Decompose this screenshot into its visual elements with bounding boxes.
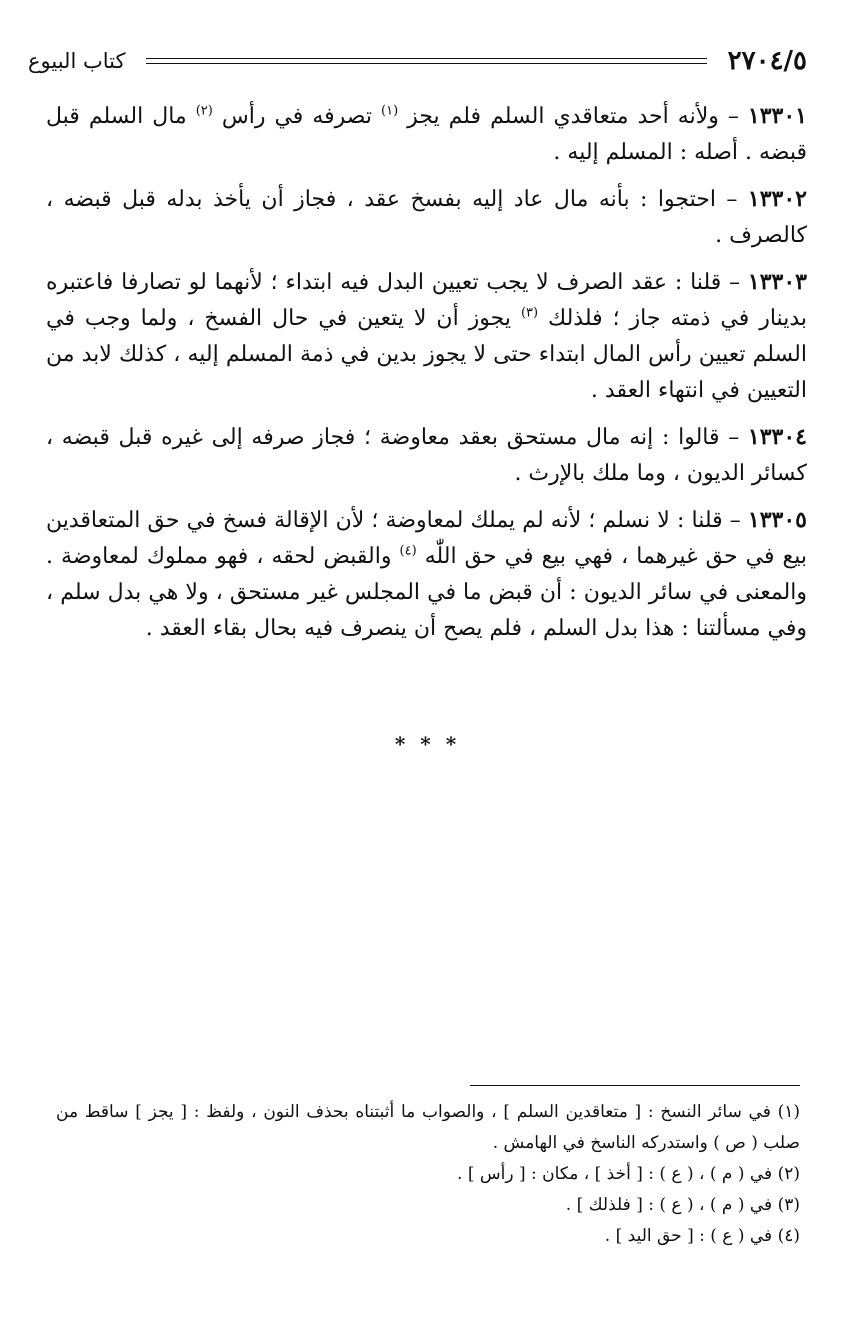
header-double-rule — [146, 58, 707, 64]
paragraph-text: – احتجوا : بأنه مال عاد إليه بفسخ عقد ، فجاز أن يأخذ بدله قبل قبضه ، كالصرف . — [46, 187, 807, 248]
footnote-marker: (٤) — [399, 543, 417, 559]
paragraph-text: يجوز أن لا يتعين في حال الفسخ ، ولما وجب في السلم تعيين رأس المال ابتداء حتى لا يجوز بدين في ذمة المسلم إليه ، كذلك لابد من التعيين في انتهاء العقد . — [46, 306, 807, 403]
footnote-marker: (٣) — [520, 305, 539, 321]
paragraph-number: ١٣٣٠٥ — [747, 507, 807, 533]
paragraph-text: – قلنا : عقد الصرف لا يجب تعيين البدل فيه ابتداء ؛ لأنهما لو تصارفا فاعتبره بدينار في ذمته جاز ؛ فلذلك — [46, 270, 807, 331]
page-number: ٢٧٠٤/٥ — [727, 46, 807, 76]
paragraph-13302 — [46, 181, 807, 254]
paragraph-13301 — [46, 98, 807, 171]
footnote-4: (٤) في ( ع ) : [ حق اليد ] . — [604, 1226, 800, 1246]
paragraph-text: – ولأنه أحد متعاقدي السلم فلم يجز — [398, 104, 748, 129]
footnote-1: (١) في سائر النسخ : [ متعاقدين السلم ] ، والصواب ما أثبتناه بحذف النون ، ولفظ : [ يجز ] ساقط من صلب ( ص ) واستدركه الناسخ في الهامش . — [56, 1102, 800, 1153]
main-text — [46, 98, 807, 657]
paragraph-13305 — [46, 502, 807, 647]
paragraph-text: مال السلم قبل قبضه . أصله : المسلم إليه . — [46, 104, 807, 165]
paragraph-13303 — [46, 264, 807, 409]
footnote-2: (٢) في ( م ) ، ( ع ) : [ أخذ ] ، مكان : [ رأس ] . — [457, 1164, 800, 1184]
footnote-marker: (١) — [381, 103, 399, 119]
paragraph-number: ١٣٣٠٤ — [747, 424, 807, 450]
paragraph-text: – قلنا : لا نسلم ؛ لأنه لم يملك لمعاوضة ؛ لأن الإقالة فسخ في حق المتعاقدين بيع في حق غيرهما ، فهي بيع في حق اللّٰه — [46, 508, 807, 569]
paragraph-13304 — [46, 419, 807, 492]
paragraph-text: – قالوا : إنه مال مستحق بعقد معاوضة ؛ فجاز صرفه إلى غيره قبل قبضه ، كسائر الديون ، وما ملك بالإرث . — [46, 425, 807, 486]
paragraph-text: تصرفه في رأس — [212, 104, 381, 129]
footnote-rule — [470, 1085, 800, 1086]
book-title: كتاب البيوع — [28, 49, 126, 73]
footnotes — [56, 1097, 800, 1252]
running-header — [28, 46, 807, 80]
paragraph-number: ١٣٣٠٣ — [747, 269, 807, 295]
section-separator: * * * — [394, 732, 461, 756]
paragraph-text: والقبض لحقه ، فهو مملوك لمعاوضة . والمعنى في سائر الديون : أن قبض ما في المجلس غير مستحق ، ولا هي بدل سلم ، وفي مسألتنا : هذا بدل السلم ، فلم يصح أن ينصرف فيه بحال بقاء العقد . — [46, 544, 807, 641]
paragraph-number: ١٣٣٠١ — [747, 103, 807, 129]
paragraph-number: ١٣٣٠٢ — [747, 186, 807, 212]
footnote-3: (٣) في ( م ) ، ( ع ) : [ فلذلك ] . — [565, 1195, 800, 1215]
footnote-marker: (٢) — [195, 103, 213, 119]
